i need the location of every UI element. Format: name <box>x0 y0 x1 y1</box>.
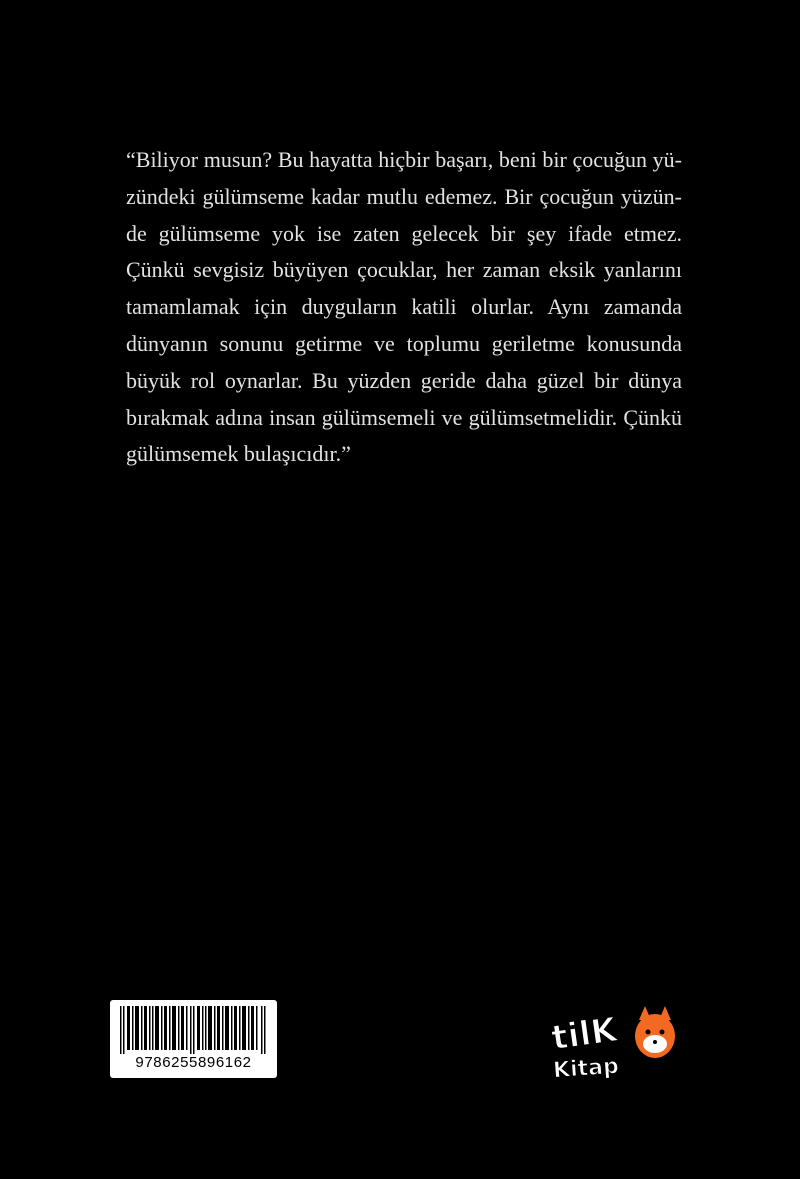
isbn-barcode <box>110 1000 277 1078</box>
publisher-logo <box>549 1002 679 1084</box>
back-cover-blurb: “Biliyor musun? Bu hayatta hiçbir başarı, beni bir çocuğun yüzündeki gülümseme kadar mutlu edemez. Bir çocuğun yüzünde gülümseme yok ise zaten gelecek bir şey ifade etmez. Çünkü sevgisiz büyüyen çocuklar, her zaman eksik yanlarını tamamlamak için duyguların katili olurlar. Aynı zamanda dünyanın sonunu getirme ve toplumu geriletme konusunda büyük rol oynarlar. Bu yüzden geride daha güzel bir dünya bırakmak adına insan gülümsemeli ve gülümsetmelidir. Çünkü gülümsemek bulaşıcıdır.” <box>126 147 682 467</box>
logo-lettering <box>549 1010 621 1084</box>
svg-text:tilK: tilK <box>549 1009 620 1059</box>
fox-icon <box>635 1006 675 1058</box>
barcode-icon <box>120 1006 267 1054</box>
svg-text:Kitap: Kitap <box>552 1053 620 1084</box>
isbn-number: 9786255896162 <box>135 1054 252 1071</box>
